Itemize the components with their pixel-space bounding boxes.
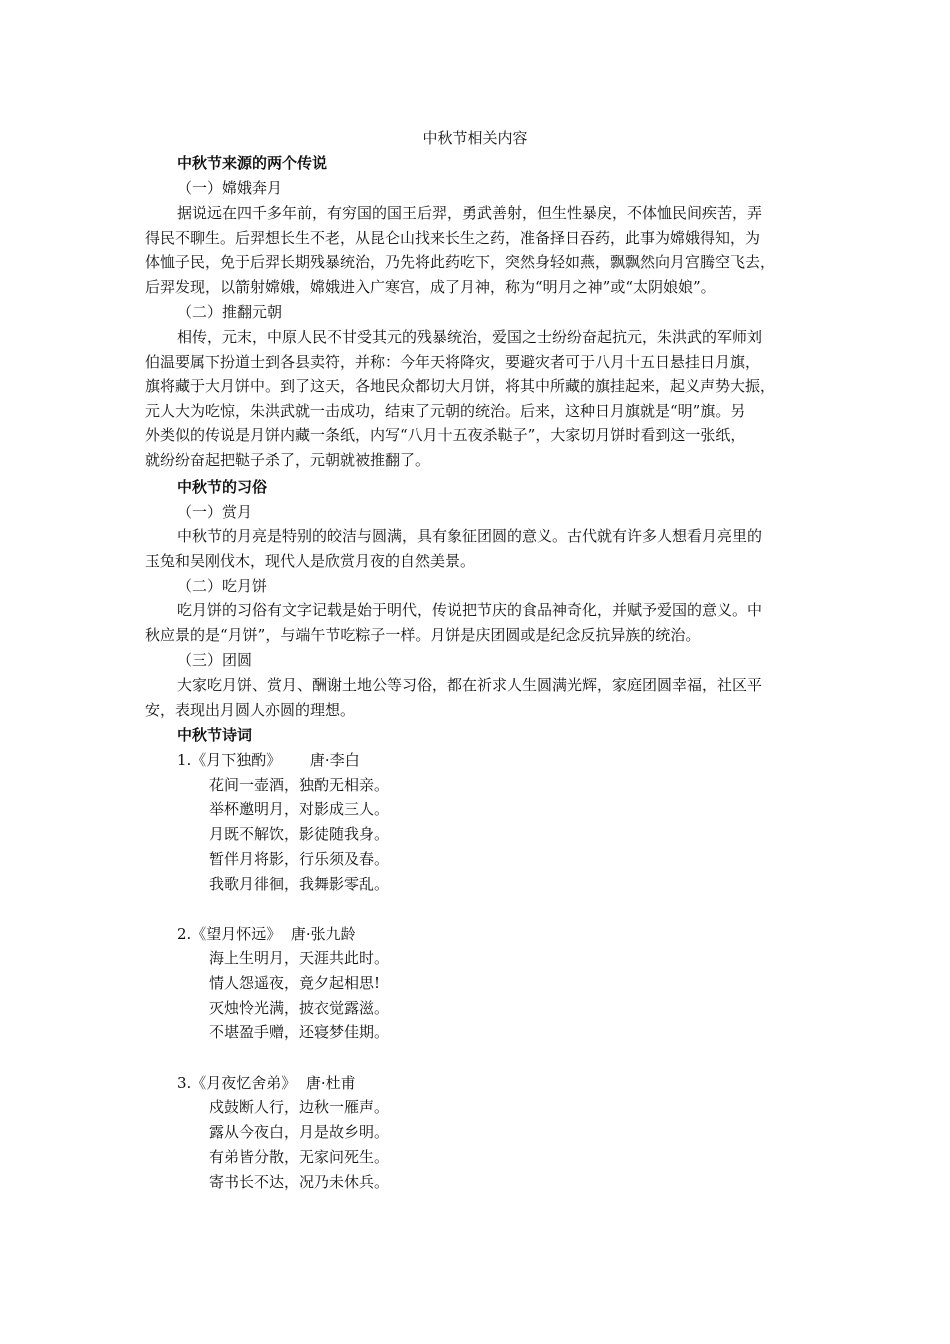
poem-title-3: 3.《月夜忆舍弟》 唐·杜甫 bbox=[177, 1074, 356, 1092]
poem-title-2: 2.《望月怀远》 唐·张九龄 bbox=[177, 925, 356, 943]
poem-title-1: 1.《月下独酌》 唐·李白 bbox=[177, 751, 360, 769]
poem-line: 情人怨遥夜，竟夕起相思! bbox=[209, 974, 381, 992]
subheading-chang-e: （一）嫦娥奔月 bbox=[177, 179, 283, 197]
text-line: 相传，元末，中原人民不甘受其元的残暴统治，爱国之士纷纷奋起抗元，朱洪武的军师刘 bbox=[177, 328, 763, 346]
poem-line: 不堪盈手赠，还寝梦佳期。 bbox=[209, 1023, 390, 1041]
text-line: 就纷纷奋起把鞑子杀了，元朝就被推翻了。 bbox=[145, 450, 431, 469]
text-line: 吃月饼的习俗有文字记载是始于明代，传说把节庆的食品神奇化，并赋予爱国的意义。中 bbox=[177, 601, 763, 619]
poem-line: 暂伴月将影，行乐须及春。 bbox=[209, 850, 390, 868]
section-heading-legends: 中秋节来源的两个传说 bbox=[177, 154, 328, 172]
subheading-mooncake: （二）吃月饼 bbox=[177, 577, 268, 595]
subheading-yuan: （二）推翻元朝 bbox=[177, 303, 283, 321]
text-line: 得民不聊生。后羿想长生不老，从昆仑山找来长生之药，准备择日吞药，此事为嫦娥得知，为 bbox=[145, 228, 761, 247]
poem-line: 花间一壶酒，独酌无相亲。 bbox=[209, 776, 390, 794]
poem-line: 海上生明月，天涯共此时。 bbox=[209, 949, 390, 967]
paragraph-moon bbox=[145, 524, 801, 573]
poem-line: 露从今夜白，月是故乡明。 bbox=[209, 1123, 390, 1141]
text-line: 后羿发现，以箭射嫦娥，嫦娥进入广寒宫，成了月神，称为“明月之神”或“太阴娘娘”。 bbox=[145, 277, 716, 296]
paragraph-reunion bbox=[145, 673, 801, 722]
page-title: 中秋节相关内容 bbox=[422, 129, 528, 147]
text-line: 大家吃月饼、赏月、酬谢土地公等习俗，都在祈求人生圆满光辉，家庭团圆幸福，社区平 bbox=[177, 676, 763, 694]
paragraph-chang-e bbox=[145, 201, 801, 299]
poem-line: 灭烛怜光满，披衣觉露滋。 bbox=[209, 999, 390, 1017]
text-line: 元人大为吃惊，朱洪武就一击成功，结束了元朝的统治。后来，这种日月旗就是“明”旗。另 bbox=[145, 401, 746, 420]
subheading-moon: （一）赏月 bbox=[177, 503, 253, 521]
poem-line: 月既不解饮，影徒随我身。 bbox=[209, 825, 390, 843]
text-line: 据说远在四千多年前，有穷国的国王后羿，勇武善射，但生性暴戾，不体恤民间疾苦，弄 bbox=[177, 204, 763, 222]
text-line: 外类似的传说是月饼内藏一条纸，内写“八月十五夜杀鞑子”，大家切月饼时看到这一张纸， bbox=[145, 426, 746, 444]
paragraph-yuan bbox=[145, 325, 801, 472]
poem-line: 有弟皆分散，无家问死生。 bbox=[209, 1148, 390, 1166]
text-line: 中秋节的月亮是特别的皎洁与圆满，具有象征团圆的意义。古代就有许多人想看月亮里的 bbox=[177, 527, 763, 545]
section-heading-customs: 中秋节的习俗 bbox=[177, 478, 268, 496]
text-line: 旗将藏于大月饼中。到了这天，各地民众都切大月饼，将其中所藏的旗挂起来，起义声势大振， bbox=[145, 377, 776, 395]
paragraph-mooncake bbox=[145, 598, 801, 647]
subheading-reunion: （三）团圆 bbox=[177, 651, 253, 669]
text-line: 体恤子民，免于后羿长期残暴统治，乃先将此药吃下，突然身轻如燕，飘飘然向月宫腾空飞去， bbox=[145, 253, 776, 271]
section-heading-poems: 中秋节诗词 bbox=[177, 726, 253, 744]
poem-line: 我歌月徘徊，我舞影零乱。 bbox=[209, 875, 390, 893]
text-line: 伯温要属下扮道士到各县卖符，并称：今年天将降灾，要避灾者可于八月十五日悬挂日月旗， bbox=[145, 352, 761, 371]
poem-line: 寄书长不达，况乃未休兵。 bbox=[209, 1173, 390, 1191]
text-line: 秋应景的是“月饼”，与端午节吃粽子一样。月饼是庆团圆或是纪念反抗异族的统治。 bbox=[145, 625, 701, 644]
poem-line: 举杯邀明月，对影成三人。 bbox=[209, 800, 390, 818]
poem-line: 戍鼓断人行，边秋一雁声。 bbox=[209, 1098, 390, 1116]
text-line: 玉兔和吴刚伐木，现代人是欣赏月夜的自然美景。 bbox=[145, 551, 476, 570]
text-line: 安，表现出月圆人亦圆的理想。 bbox=[145, 700, 356, 719]
